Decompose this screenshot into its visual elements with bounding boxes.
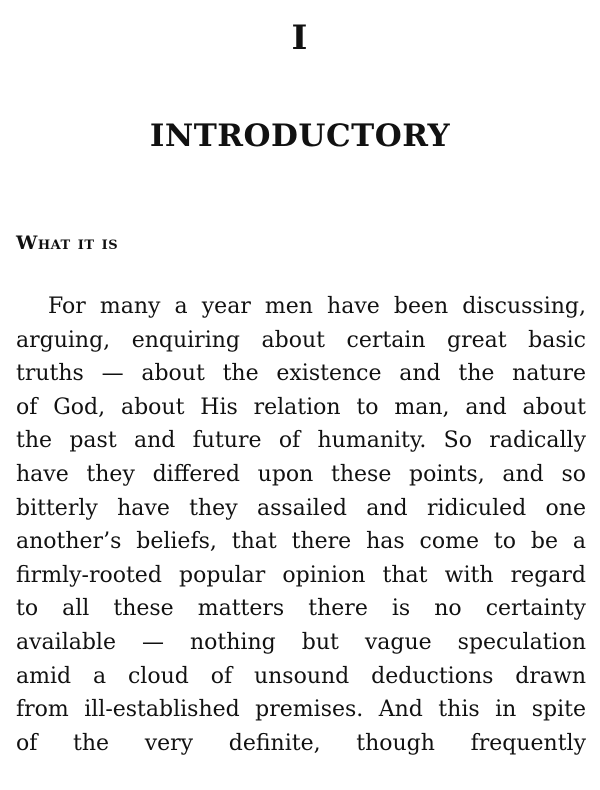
paragraph-line: to all these matters there is no certainty bbox=[16, 596, 586, 622]
paragraph-line: of the very definite, though frequently bbox=[16, 730, 586, 756]
paragraph-line: For many a year men have been discussing, bbox=[48, 294, 586, 319]
paragraph-line: of God, about His relation to man, and about bbox=[16, 394, 586, 420]
paragraph-line: arguing, enquiring about certain great basic bbox=[16, 327, 586, 353]
body-paragraph bbox=[16, 290, 586, 760]
paragraph-line: another’s beliefs, that there has come to be a bbox=[16, 529, 586, 555]
paragraph-line: bitterly have they assailed and ridiculed one bbox=[16, 495, 586, 521]
section-heading: What it is bbox=[16, 232, 119, 254]
paragraph-line: firmly-rooted popular opinion that with regard bbox=[16, 562, 586, 588]
chapter-title: INTRODUCTORY bbox=[149, 118, 451, 154]
paragraph-line: truths — about the existence and the nature bbox=[16, 361, 586, 387]
paragraph-line: amid a cloud of unsound deductions drawn bbox=[16, 663, 586, 689]
paragraph-line: available — nothing but vague speculation bbox=[16, 629, 586, 655]
chapter-number: I bbox=[291, 18, 309, 58]
paragraph-line: from ill-established premises. And this in spite bbox=[16, 697, 586, 723]
paragraph-line: the past and future of humanity. So radically bbox=[16, 428, 586, 454]
paragraph-line: have they differed upon these points, and so bbox=[16, 461, 586, 487]
